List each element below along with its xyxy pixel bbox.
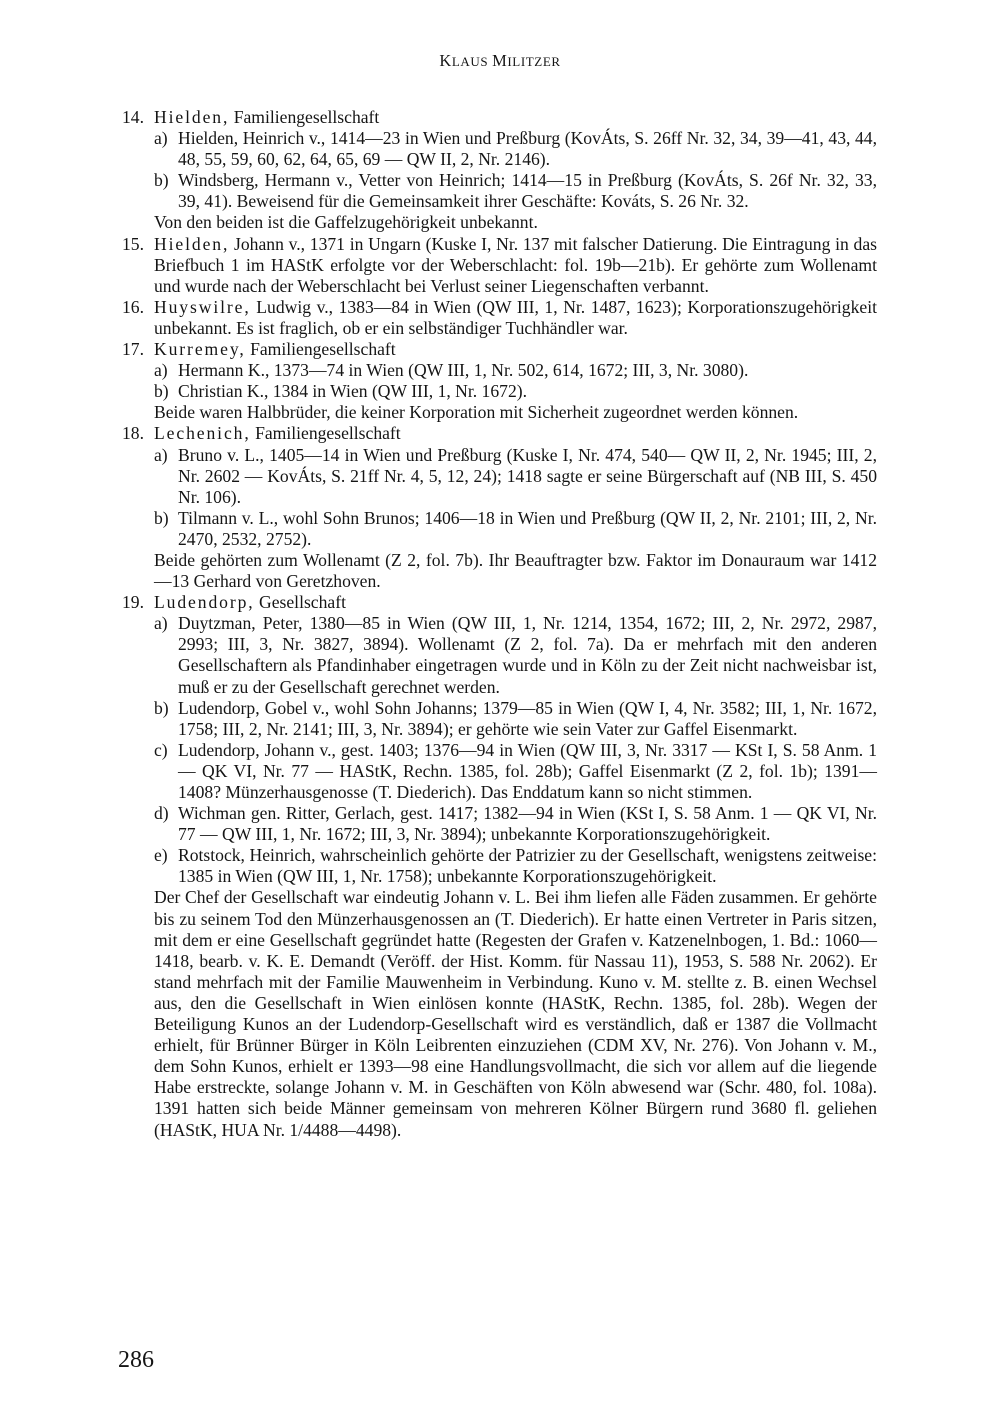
sub-text: Wichman gen. Ritter, Gerlach, gest. 1417; 1382—94 in Wien (KSt I, S. 58 Anm. 1 — QK VI, Nr. 77 — QW III, 1, Nr. 1672; III, 3, Nr. 3894); unbekannte Korporationszugehörigkeit.	[178, 803, 877, 845]
page-body	[122, 107, 877, 1141]
entry-sub	[154, 445, 877, 508]
entry-name: Hielden,	[154, 107, 230, 127]
entry-note: Von den beiden ist die Gaffelzugehörigkeit unbekannt.	[154, 212, 538, 233]
sub-text: Christian K., 1384 in Wien (QW III, 1, Nr. 1672).	[178, 381, 528, 402]
sub-label: b)	[154, 170, 169, 191]
sub-text: Bruno v. L., 1405—14 in Wien und Preßburg (Kuske I, Nr. 474, 540— QW II, 2, Nr. 1945; III, 2, Nr. 2602 — KovÁts, S. 21ff Nr. 4, 5, 12, 24); 1418 sagte er seine Bürgerschaft auf (NB III, S. 450 Nr. 106).	[178, 444, 877, 507]
entry-sub	[154, 613, 877, 697]
entry-sub	[154, 845, 877, 887]
sub-text: Hermann K., 1373—74 in Wien (QW III, 1, Nr. 502, 614, 1672; III, 3, Nr. 3080).	[178, 360, 749, 381]
sub-label: a)	[154, 128, 168, 149]
entry-number: 19.	[122, 592, 144, 613]
page-number: 286	[118, 1347, 154, 1373]
sub-label: d)	[154, 803, 169, 824]
entry-sub	[154, 740, 877, 803]
sub-text: Tilmann v. L., wohl Sohn Brunos; 1406—18 in Wien und Preßburg (QW II, 2, Nr. 2101; III, 2, Nr. 2470, 2532, 2752).	[178, 507, 877, 549]
entry-15	[122, 234, 877, 297]
entry-title: Johann v., 1371 in Ungarn (Kuske I, Nr. 137 mit falscher Datierung. Die Eintragung in das Briefbuch 1 im HAStK erfolgte vor der Weberschlacht: fol. 19b—21b). Er gehörte zum Wollenamt und wurde nach der Weberschlacht bei Verlust seiner Liegenschaften verbannt.	[154, 233, 877, 296]
entry-name: Kurremey,	[154, 339, 246, 360]
running-head-ilitzer: ILITZER	[507, 54, 561, 69]
sub-text: Ludendorp, Johann v., gest. 1403; 1376—94 in Wien (QW III, 3, Nr. 3317 — KSt I, S. 58 Anm. 1 — QK VI, Nr. 77 — HAStK, Rechn. 1385, fol. 28b); Gaffel Eisenmarkt (Z 2, fol. 1b); 1391—1408? Münzerhausgenosse (T. Diederich). Das Enddatum kann so nicht stimmen.	[178, 739, 877, 802]
entry-number: 17.	[122, 339, 144, 360]
entry-16	[122, 297, 877, 339]
entry-title: Ludwig v., 1383—84 in Wien (QW III, 1, Nr. 1487, 1623); Korporationszugehörigkeit unbekannt. Es ist fraglich, ob er ein selbständiger Tuchhändler war.	[154, 296, 877, 338]
entry-number: 15.	[122, 233, 144, 254]
entry-sub	[154, 803, 877, 845]
sub-text: Hielden, Heinrich v., 1414—23 in Wien und Preßburg (KovÁts, S. 26ff Nr. 32, 34, 39—41, 43, 44, 48, 55, 59, 60, 62, 64, 65, 69 — QW II, 2, Nr. 2146).	[178, 128, 877, 170]
sub-text: Windsberg, Hermann v., Vetter von Heinrich; 1414—15 in Preßburg (KovÁts, S. 26f Nr. 32, 33, 39, 41). Beweisend für die Gemeinsamkeit ihrer Geschäfte: Kováts, S. 26 Nr. 32.	[178, 170, 877, 212]
sub-label: b)	[154, 507, 169, 528]
sub-label: a)	[154, 613, 168, 634]
entry-note: Beide gehörten zum Wollenamt (Z 2, fol. 7b). Ihr Beauftragter bzw. Faktor im Donauraum war 1412—13 Gerhard von Geretzhoven.	[154, 549, 877, 592]
running-head-m: M	[492, 51, 508, 70]
entry-title: Familiengesellschaft	[245, 339, 396, 360]
sub-label: c)	[154, 739, 168, 760]
entry-17	[122, 339, 877, 423]
sub-text: Rotstock, Heinrich, wahrscheinlich gehörte der Patrizier zu der Gesellschaft, wenigstens zeitweise: 1385 in Wien (QW III, 1, Nr. 1758); unbekannte Korporationszugehörigkeit.	[178, 845, 877, 887]
entry-name: Huyswilre,	[154, 296, 251, 317]
running-head	[0, 51, 1000, 71]
sub-label: a)	[154, 360, 168, 381]
sub-text: Ludendorp, Gobel v., wohl Sohn Johanns; 1379—85 in Wien (QW I, 4, Nr. 3582; III, 1, Nr. 1672, 1758; III, 2, Nr. 2141; III, 3, Nr. 3894); er gehörte wie sein Vater zur Gaffel Eisenmarkt.	[178, 697, 877, 739]
sub-label: b)	[154, 381, 169, 402]
running-head-k: K	[439, 51, 452, 70]
entry-title: Familiengesellschaft	[250, 423, 401, 444]
sub-label: b)	[154, 697, 169, 718]
entry-19	[122, 592, 877, 1140]
entry-sub	[154, 128, 877, 170]
entry-sub	[154, 508, 877, 550]
entry-number: 14.	[122, 107, 144, 127]
entry-name: Hielden,	[154, 233, 230, 254]
entry-sub	[154, 360, 877, 381]
entry-note: Der Chef der Gesellschaft war eindeutig Johann v. L. Bei ihm liefen alle Fäden zusammen. Er gehörte bis zu seinem Tod den Münzerhausgenossen an (T. Diederich). Er hatte einen Vertreter in Paris sitzen, mit dem er eine Gesellschaft gegründet hatte (Regesten der Grafen v. Katzenelnbogen, 1. Bd.: 1060—1418, bearb. v. K. E. Demandt (Veröff. der Hist. Komm. für Nassau 11), 1953, S. 588 Nr. 2062). Er stand mehrfach mit der Familie Mauwenheim in Verbindung. Kuno v. M. stellte z. B. einen Wechsel aus, den die Gesellschaft in Wien einlösen konnte (HAStK, Rechn. 1385, fol. 28b). Wegen der Beteiligung Kunos an der Ludendorp-Gesellschaft wird es verständlich, daß er 1387 die Vollmacht erhielt, für Brünner Bürger in Köln Leibrenten einzuziehen (CDM XV, Nr. 276). Von Johann v. M., dem Sohn Kunos, erhielt er 1393—98 eine Handlungsvollmacht, die sich vor allem auf die liegende Habe erstreckte, solange Johann v. M. in Geschäften von Köln abwesend war (Schr. 480, fol. 108a). 1391 hatten sich beide Männer gemeinsam von mehreren Kölner Bürgern rund 3680 fl. geliehen (HAStK, HUA Nr. 1/4488—4498).	[154, 887, 877, 1140]
entry-note: Beide waren Halbbrüder, die keiner Korporation mit Sicherheit zugeordnet werden können.	[154, 402, 799, 423]
entry-sub	[154, 170, 877, 212]
entry-number: 18.	[122, 423, 144, 444]
entry-name: Lechenich,	[154, 423, 251, 444]
sub-label: e)	[154, 845, 168, 866]
entry-18	[122, 423, 877, 592]
sub-text: Duytzman, Peter, 1380—85 in Wien (QW III, 1, Nr. 1214, 1354, 1672; III, 2, Nr. 2972, 2987, 2993; III, 3, Nr. 3827, 3894). Wollenamt (Z 2, fol. 7a). Da er mehrfach mit den anderen Gesellschaftern als Pfandinhaber eingetragen wurde und in Köln zu der Zeit nicht nachweisbar ist, muß er zu der Gesellschaft gerechnet werden.	[178, 613, 877, 697]
entry-title: Gesellschaft	[254, 592, 346, 613]
entry-sub	[154, 381, 877, 402]
entry-name: Ludendorp,	[154, 592, 255, 613]
entry-title: Familiengesellschaft	[229, 107, 380, 127]
running-head-laus: LAUS	[451, 54, 493, 69]
sub-label: a)	[154, 444, 168, 465]
entry-sub	[154, 698, 877, 740]
entry-number: 16.	[122, 296, 144, 317]
entry-14	[122, 107, 877, 234]
